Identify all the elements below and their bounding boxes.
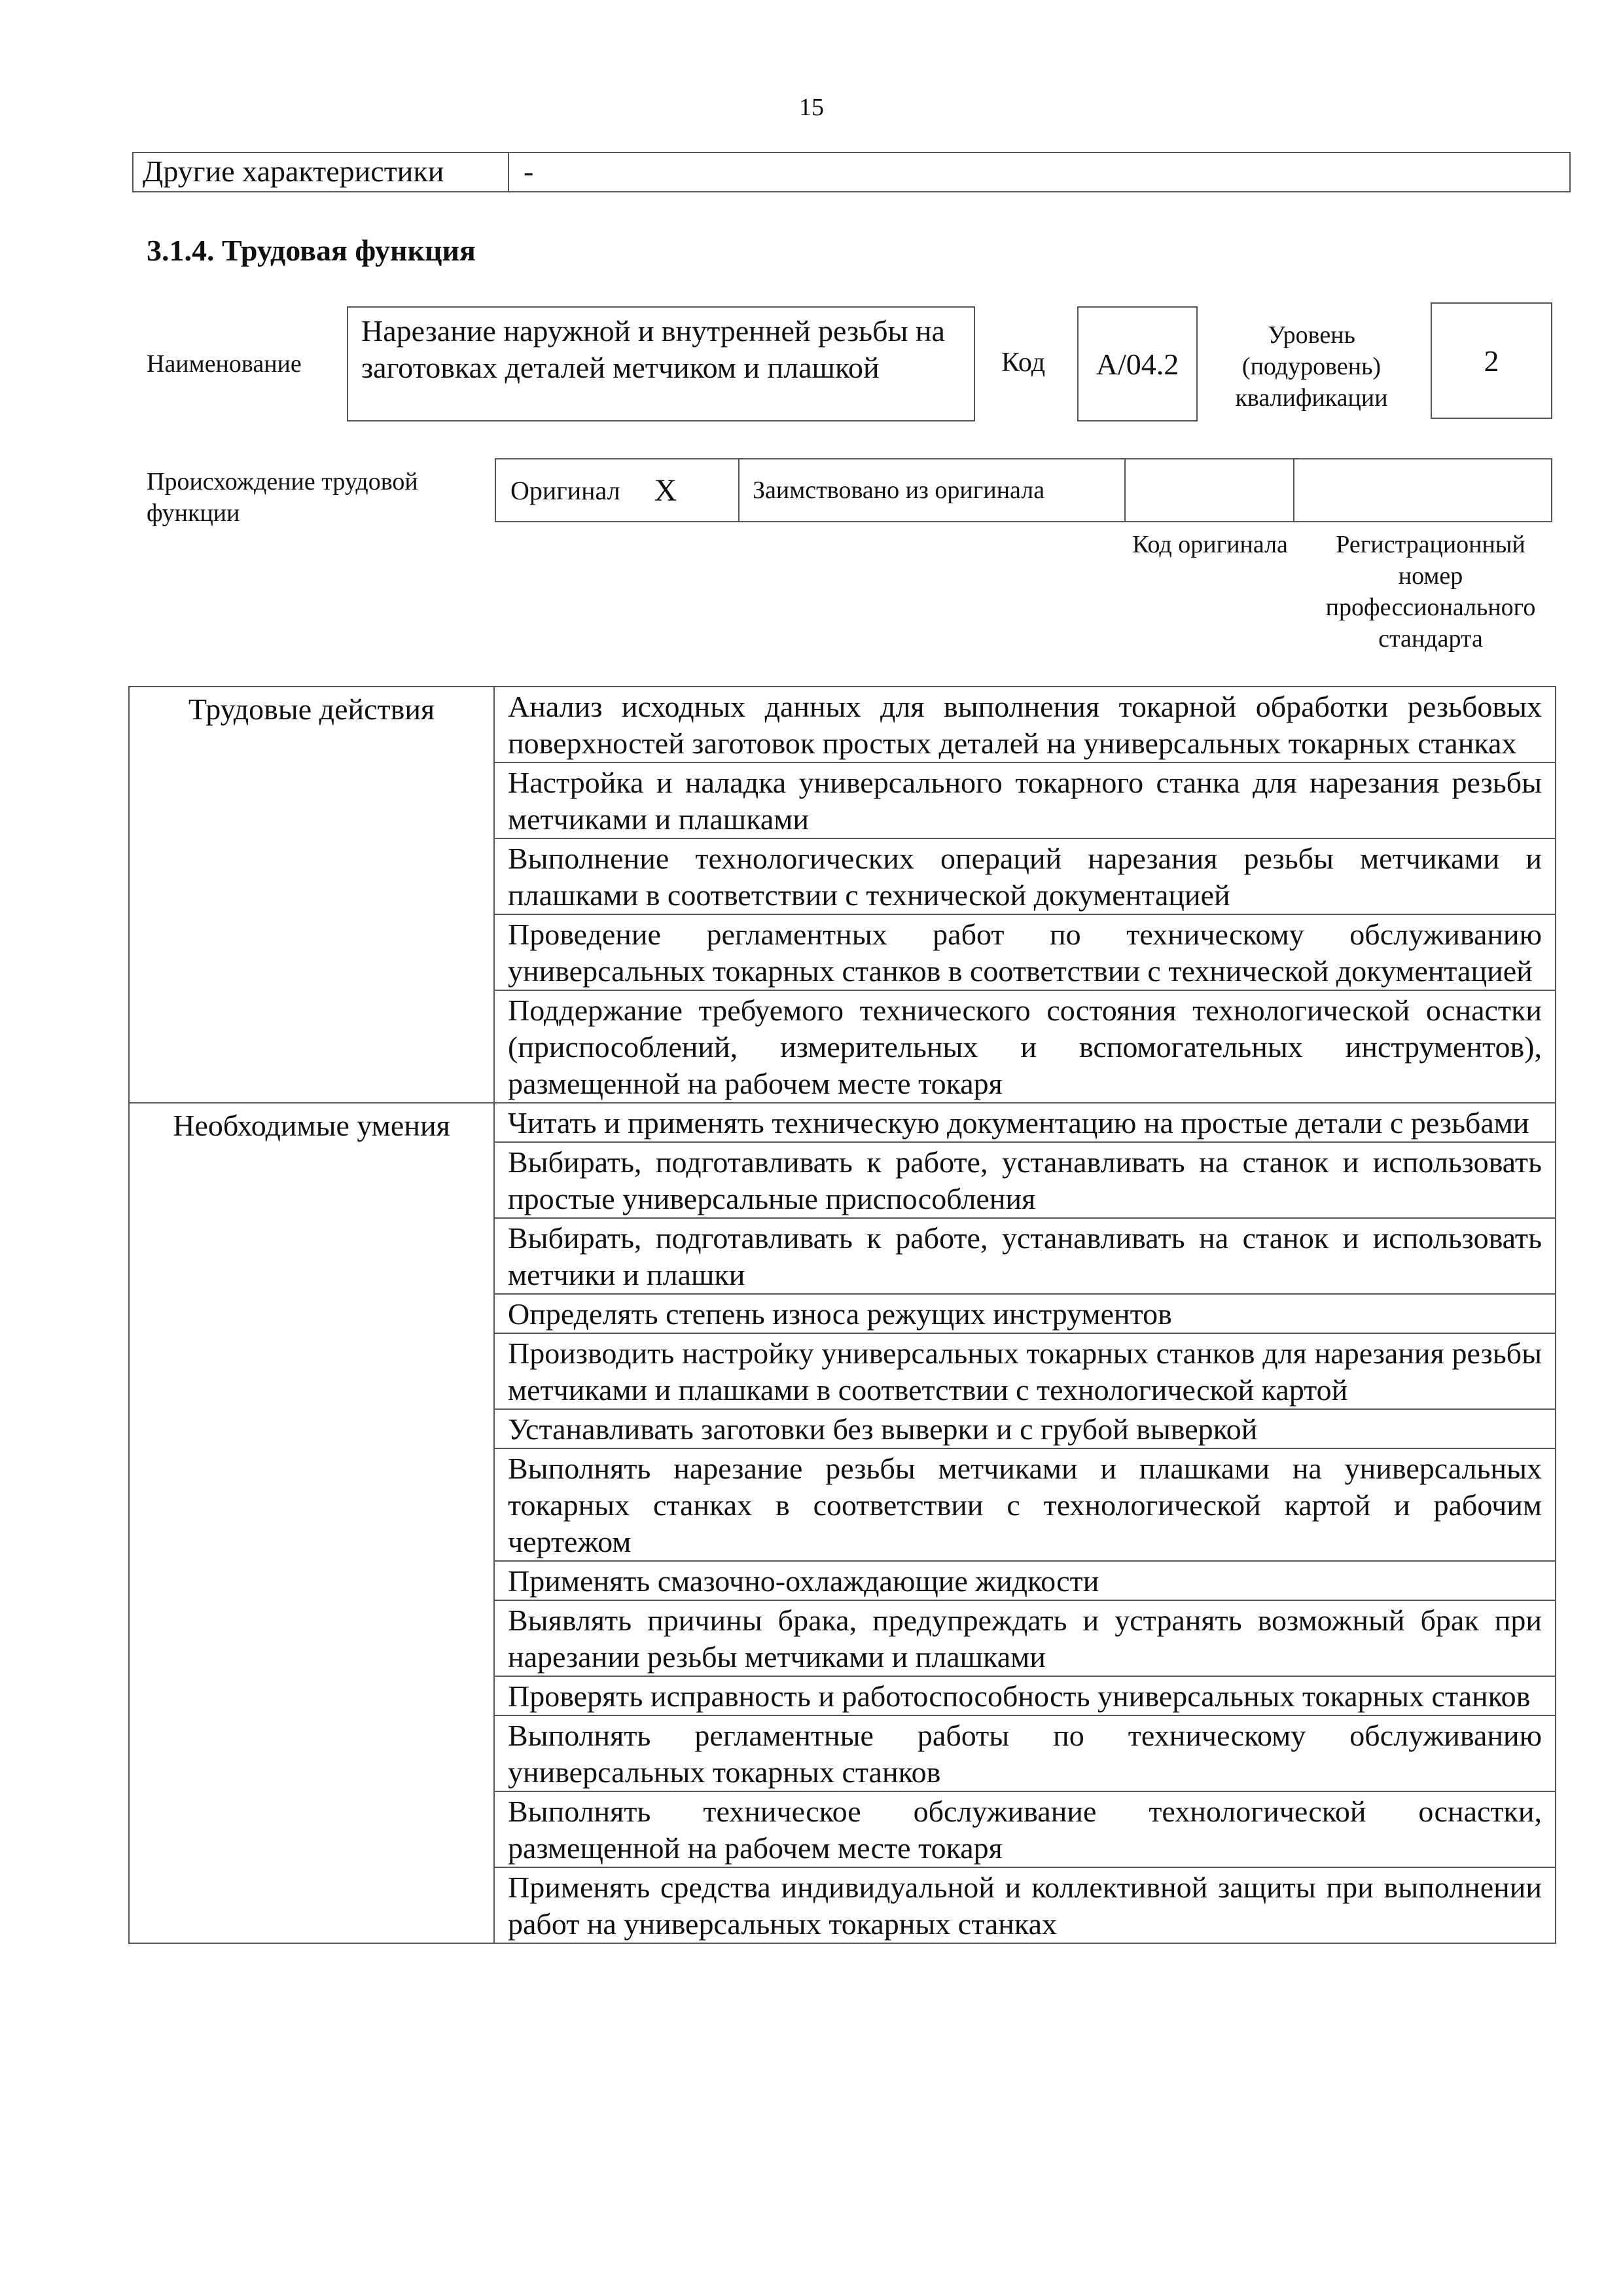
- table-cell: Выбирать, подготавливать к работе, устанавливать на станок и использовать простые универсальные приспособления: [494, 1142, 1556, 1218]
- name-label: Наименование: [147, 350, 302, 378]
- required-skills-header: Необходимые умения: [129, 1103, 494, 1943]
- table-cell: Выбирать, подготавливать к работе, устанавливать на станок и использовать метчики и плашки: [494, 1218, 1556, 1294]
- section-title: 3.1.4. Трудовая функция: [147, 234, 476, 267]
- origin-label: Происхождение трудовой функции: [147, 468, 418, 527]
- other-characteristics-label: Другие характеристики: [134, 153, 509, 191]
- table-cell: Устанавливать заготовки без выверки и с грубой выверкой: [494, 1409, 1556, 1448]
- code-value-box: А/04.2: [1077, 306, 1198, 422]
- table-row: [129, 1103, 1556, 1142]
- table-row: [129, 687, 1556, 762]
- registration-number-cell: [1294, 459, 1551, 521]
- code-label: Код: [1001, 348, 1046, 378]
- code-original-caption: Код оригинала: [1132, 531, 1288, 558]
- function-details-table: [128, 686, 1556, 1944]
- borrowed-label: Заимствовано из оригинала: [753, 476, 1045, 504]
- original-label: Оригинал: [510, 475, 620, 505]
- table-cell: Выявлять причины брака, предупреждать и устранять возможный брак при нарезании резьбы метчиками и плашками: [494, 1600, 1556, 1676]
- other-characteristics-row: [132, 152, 1571, 192]
- level-value-box: 2: [1431, 302, 1552, 419]
- table-cell: Определять степень износа режущих инструментов: [494, 1294, 1556, 1333]
- original-code-cell: [1126, 459, 1294, 521]
- table-cell: Анализ исходных данных для выполнения токарной обработки резьбовых поверхностей заготовок простых деталей на универсальных токарных станках: [494, 687, 1556, 762]
- origin-table: [495, 458, 1552, 522]
- other-characteristics-value: -: [524, 154, 534, 188]
- table-cell: Выполнение технологических операций нарезания резьбы метчиками и плашками в соответствии с технической документацией: [494, 838, 1556, 914]
- registration-number-caption: Регистрационный номер профессионального стандарта: [1325, 531, 1536, 653]
- table-cell: Настройка и наладка универсального токарного станка для нарезания резьбы метчиками и плашками: [494, 762, 1556, 838]
- table-cell: Проведение регламентных работ по техническому обслуживанию универсальных токарных станков в соответствии с технической документацией: [494, 914, 1556, 990]
- table-cell: Производить настройку универсальных токарных станков для нарезания резьбы метчиками и плашками в соответствии с технологической картой: [494, 1333, 1556, 1409]
- table-cell: Поддержание требуемого технического состояния технологической оснастки (приспособлений, измерительных и вспомогательных инструментов), размещенной на рабочем месте токаря: [494, 990, 1556, 1103]
- original-cell: [496, 459, 740, 521]
- table-cell: Применять средства индивидуальной и коллективной защиты при выполнении работ на универсальных токарных станках: [494, 1867, 1556, 1943]
- page-number: 15: [799, 94, 824, 121]
- borrowed-cell: [740, 459, 1126, 521]
- level-label: Уровень (подуровень) квалификации: [1235, 321, 1388, 412]
- table-cell: Читать и применять техническую документацию на простые детали с резьбами: [494, 1103, 1556, 1142]
- labor-actions-header: Трудовые действия: [129, 687, 494, 1103]
- table-cell: Выполнять нарезание резьбы метчиками и плашками на универсальных токарных станках в соответствии с технологической картой и рабочим чертежом: [494, 1448, 1556, 1561]
- function-name-box: Нарезание наружной и внутренней резьбы на заготовках деталей метчиком и плашкой: [347, 306, 975, 422]
- original-mark: X: [654, 473, 677, 508]
- table-cell: Выполнять регламентные работы по техническому обслуживанию универсальных токарных станков: [494, 1715, 1556, 1791]
- table-cell: Выполнять техническое обслуживание технологической оснастки, размещенной на рабочем месте токаря: [494, 1791, 1556, 1867]
- table-cell: Проверять исправность и работоспособность универсальных токарных станков: [494, 1676, 1556, 1715]
- table-cell: Применять смазочно-охлаждающие жидкости: [494, 1561, 1556, 1600]
